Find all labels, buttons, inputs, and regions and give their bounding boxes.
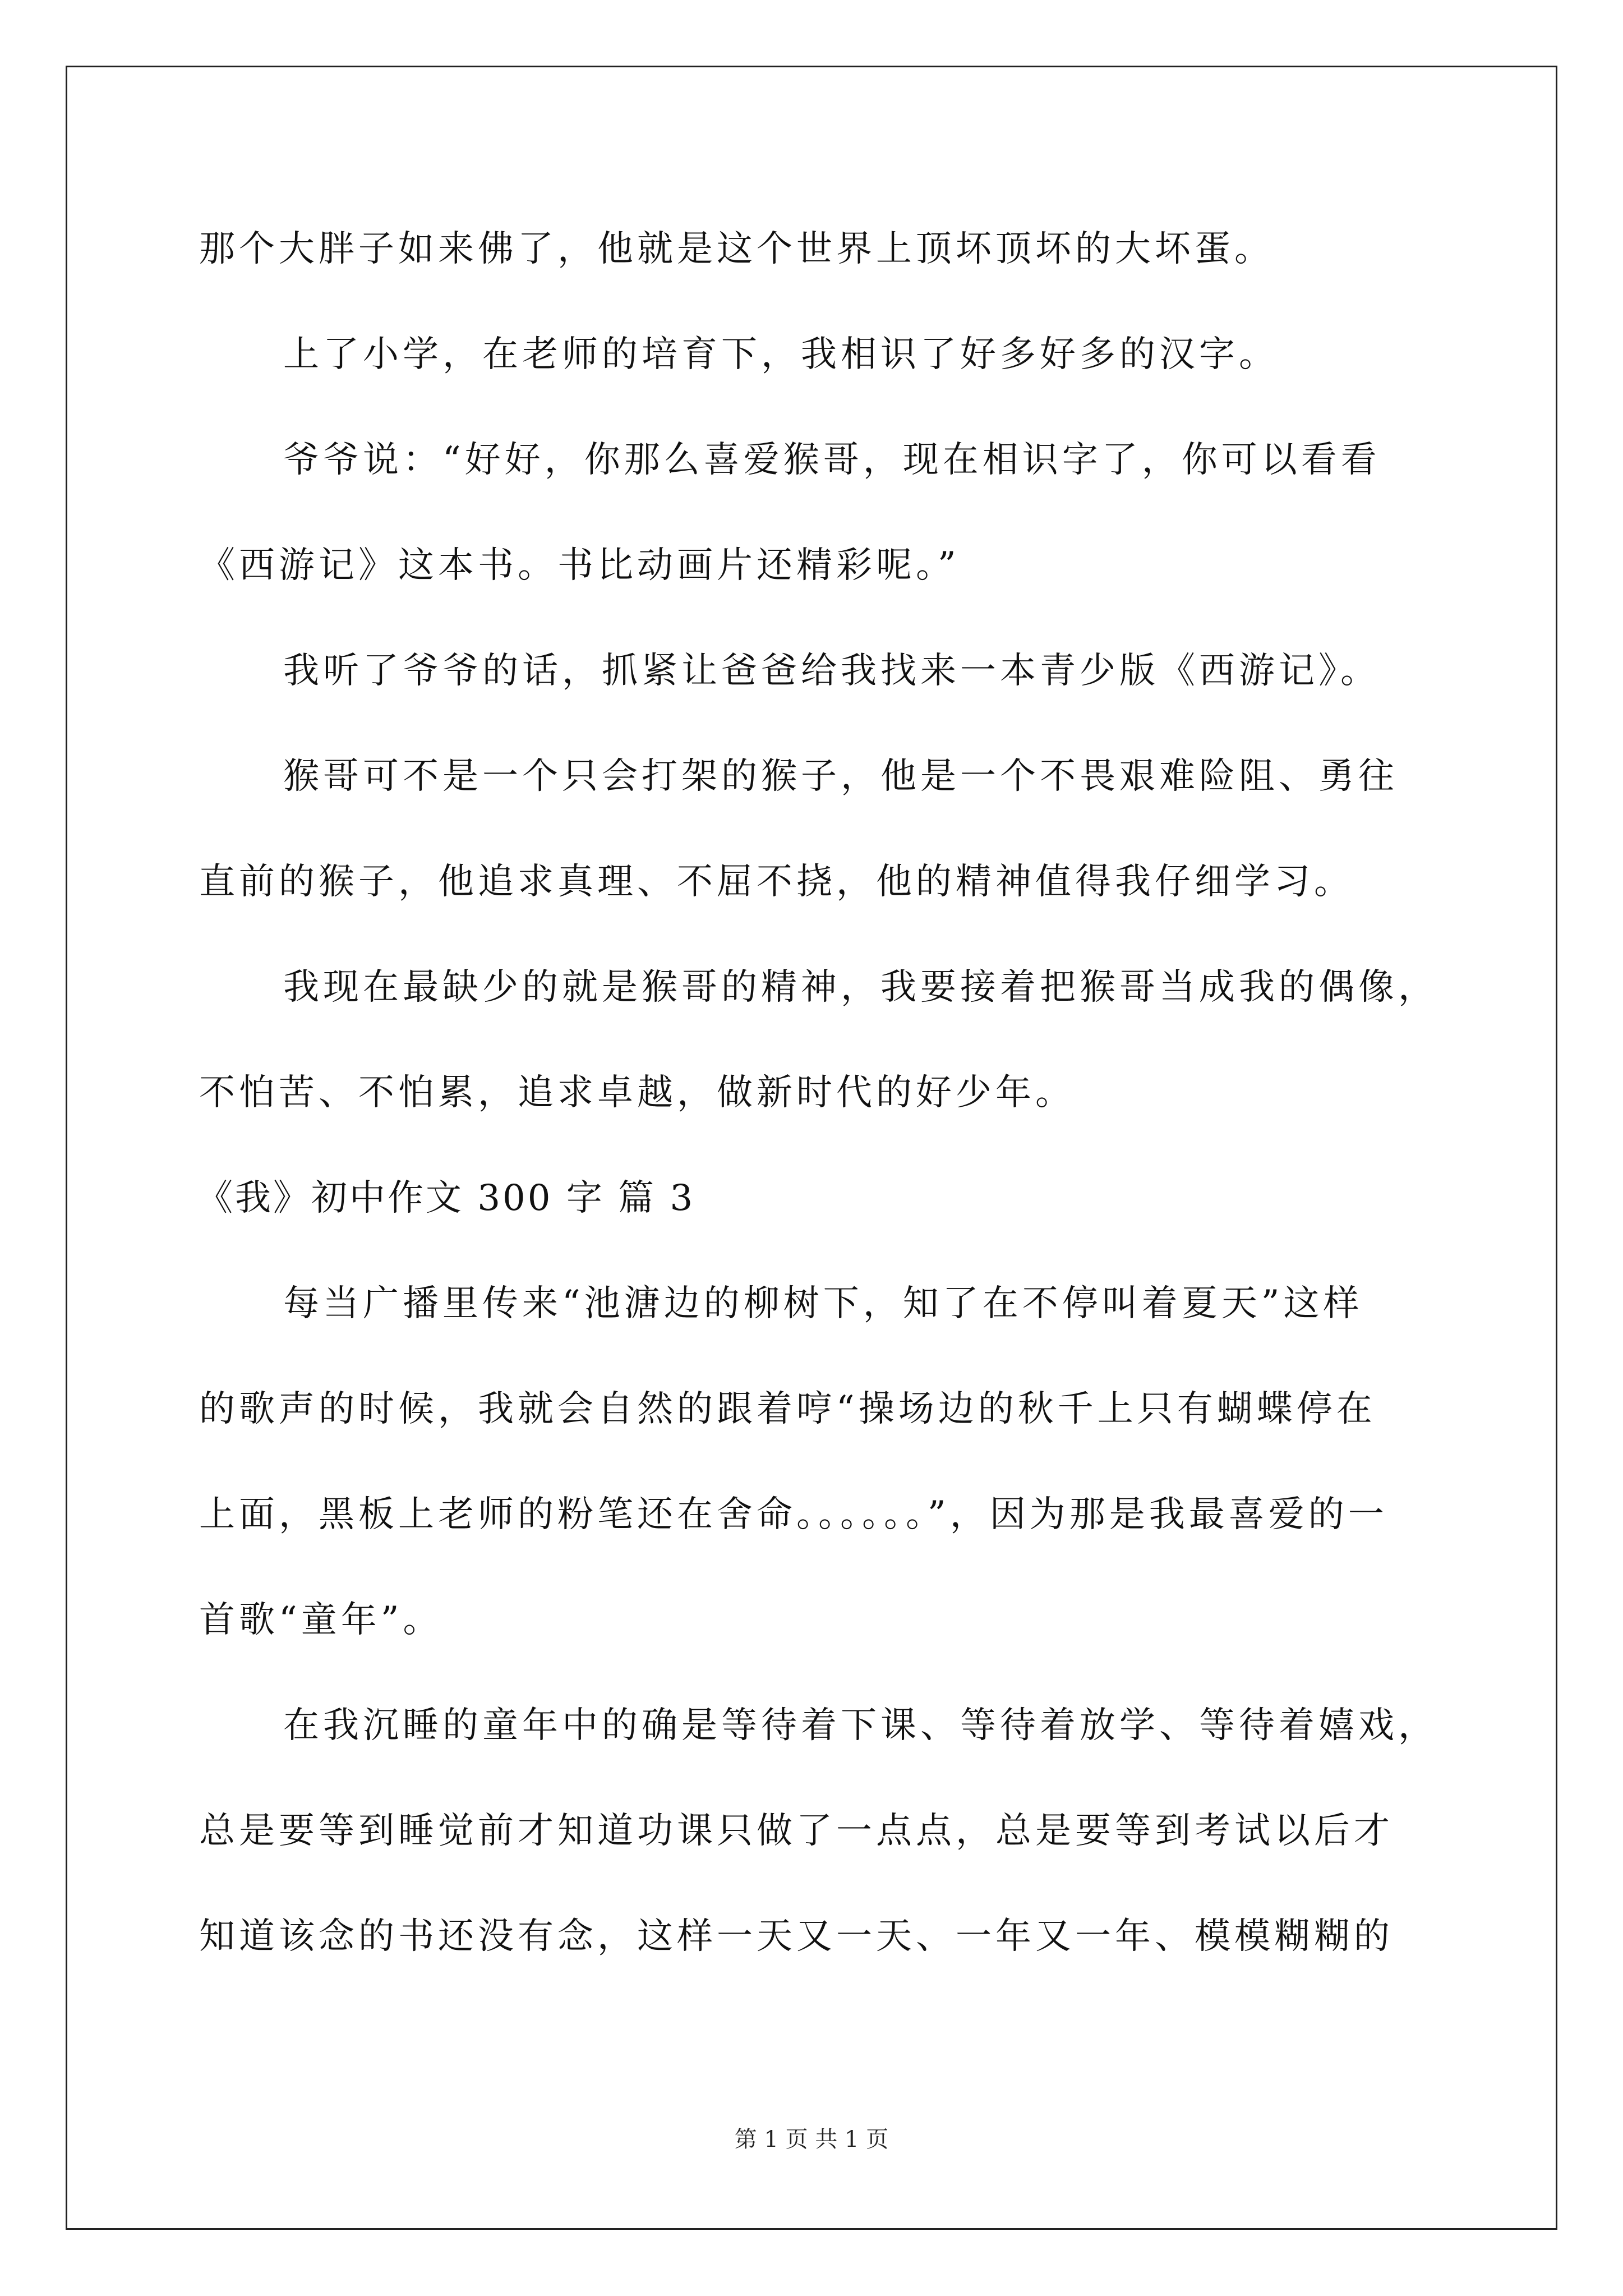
paragraph-line: 《西游记》这本书。书比动画片还精彩呢。” [199, 545, 960, 586]
page-footer: 第 1 页 共 1 页 [734, 2127, 889, 2152]
paragraph-line: 直前的猴子，他追求真理、不屈不挠，他的精神值得我仔细学习。 [199, 861, 1354, 903]
paragraph-line: 的歌声的时候，我就会自然的跟着哼“操场边的秋千上只有蝴蝶停在 [199, 1388, 1376, 1430]
paragraph-line: 每当广播里传来“池溏边的柳树下，知了在不停叫着夏天”这样 [283, 1283, 1363, 1324]
paragraph-line: 我听了爷爷的话，抓紧让爸爸给我找来一本青少版《西游记》。 [283, 650, 1380, 692]
paragraph-line: 不怕苦、不怕累，追求卓越，做新时代的好少年。 [199, 1072, 1075, 1114]
paragraph-line: 那个大胖子如来佛了，他就是这个世界上顶坏顶坏的大坏蛋。 [199, 228, 1274, 270]
paragraph-line: 上了小学，在老师的培育下，我相识了好多好多的汉字。 [283, 334, 1279, 375]
paragraph-line: 总是要等到睡觉前才知道功课只做了一点点，总是要等到考试以后才 [199, 1810, 1394, 1852]
paragraph-line: 在我沉睡的童年中的确是等待着下课、等待着放学、等待着嬉戏， [283, 1705, 1438, 1746]
paragraph-line: 我现在最缺少的就是猴哥的精神，我要接着把猴哥当成我的偶像， [283, 967, 1438, 1008]
paragraph-line: 上面，黑板上老师的粉笔还在舍命。。。。。。”，因为那是我最喜爱的一 [199, 1494, 1388, 1535]
section-heading: 《我》初中作文 300 字 篇 3 [197, 1177, 695, 1219]
paragraph-line: 首歌“童年”。 [199, 1599, 443, 1641]
page-border [66, 66, 1557, 2230]
paragraph-line: 知道该念的书还没有念，这样一天又一天、一年又一年、模模糊糊的 [199, 1916, 1394, 1957]
paragraph-line: 猴哥可不是一个只会打架的猴子，他是一个不畏艰难险阻、勇往 [283, 756, 1398, 797]
paragraph-line: 爷爷说：“好好，你那么喜爱猴哥，现在相识字了，你可以看看 [283, 439, 1381, 481]
